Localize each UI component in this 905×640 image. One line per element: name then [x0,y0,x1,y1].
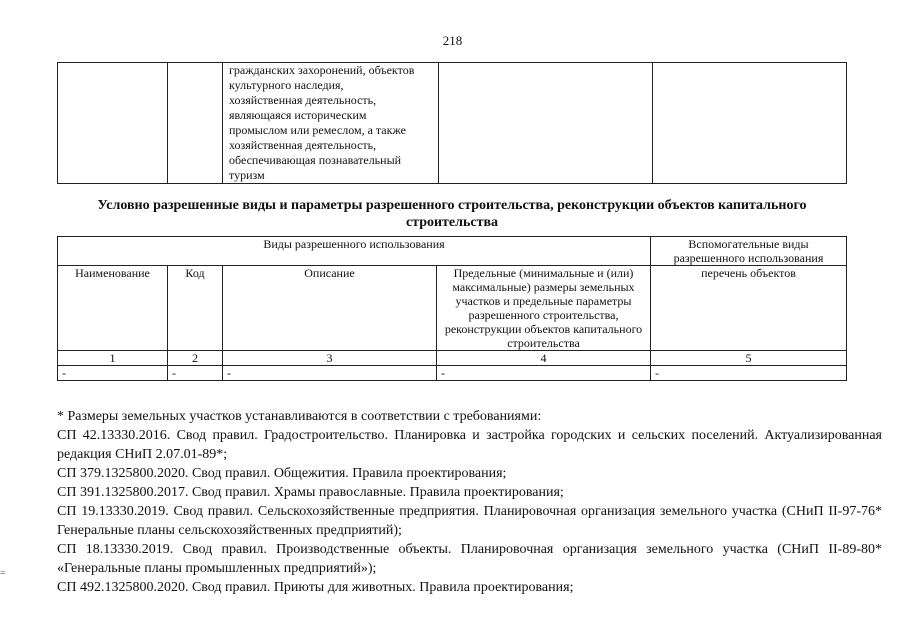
limits-cell [439,63,653,184]
description-line: являющаяся историческим [229,108,367,122]
table-cell: - [58,366,168,381]
table-cell: - [168,366,223,381]
norm-item: СП 379.1325800.2020. Свод правил. Общежития. Правила проектирования; [57,466,507,481]
group-header: Виды разрешенного использования [58,237,651,266]
column-number: 1 [58,351,168,366]
column-number-row [58,351,847,366]
continuation-table [57,62,847,184]
norm-item: СП 492.1325800.2020. Свод правил. Приюты для животных. Правила проектирования; [57,580,574,595]
table-cell: - [651,366,847,381]
table-row [58,63,847,184]
code-cell [168,63,223,184]
description-line: обеспечивающая познавательный [229,153,402,167]
column-header-name: Наименование [58,266,168,351]
table-cell: - [437,366,651,381]
objects-cell [653,63,847,184]
column-header-objects: перечень объектов [651,266,847,351]
description-cell [223,63,439,184]
table-header-row [58,237,847,266]
description-line: хозяйственная деятельность, [229,93,377,107]
aux-header: Вспомогательные виды разрешенного использования [651,237,847,266]
column-number: 3 [223,351,437,366]
norm-item: СП 19.13330.2019. Свод правил. Сельскохозяйственные предприятия. Планировочная организация земельного участка (СНиП II-97-76* Генеральные планы сельскохозяйственных предприятий); [57,504,882,538]
column-number: 2 [168,351,223,366]
column-header-limits: Предельные (минимальные и (или) максимальные) размеры земельных участков и предельные параметры разрешенного строительства, реконструкции объектов капитального строительства [437,266,651,351]
description-line: гражданских захоронений, объектов [229,63,415,77]
norm-item: СП 42.13330.2016. Свод правил. Градостроительство. Планировка и застройка городских и сельских поселений. Актуализированная редакция СНиП 2.07.01-89*; [57,428,882,462]
requirements-notes [57,407,882,597]
description-line: культурного наследия, [229,78,344,92]
section-title: Условно разрешенные виды и параметры разрешенного строительства, реконструкции объектов капитального строительства [97,198,807,230]
permitted-use-table [57,236,847,381]
table-row [58,366,847,381]
notes-intro: * Размеры земельных участков устанавливаются в соответствии с требованиями: [57,409,542,424]
description-line: промыслом или ремеслом, а также [229,123,406,137]
column-number: 5 [651,351,847,366]
column-header-description: Описание [223,266,437,351]
norm-item: СП 391.1325800.2017. Свод правил. Храмы православные. Правила проектирования; [57,485,564,500]
page-number: 218 [442,33,463,48]
margin-mark: = [0,568,6,579]
column-number: 4 [437,351,651,366]
norm-item: СП 18.13330.2019. Свод правил. Производственные объекты. Планировочная организация земельного участка (СНиП II-89-80* «Генеральные планы промышленных предприятий»); [57,542,882,576]
column-header-code: Код [168,266,223,351]
description-line: хозяйственная деятельность, [229,138,377,152]
description-line: туризм [229,168,265,182]
name-cell [58,63,168,184]
table-cell: - [223,366,437,381]
table-header-row [58,266,847,351]
